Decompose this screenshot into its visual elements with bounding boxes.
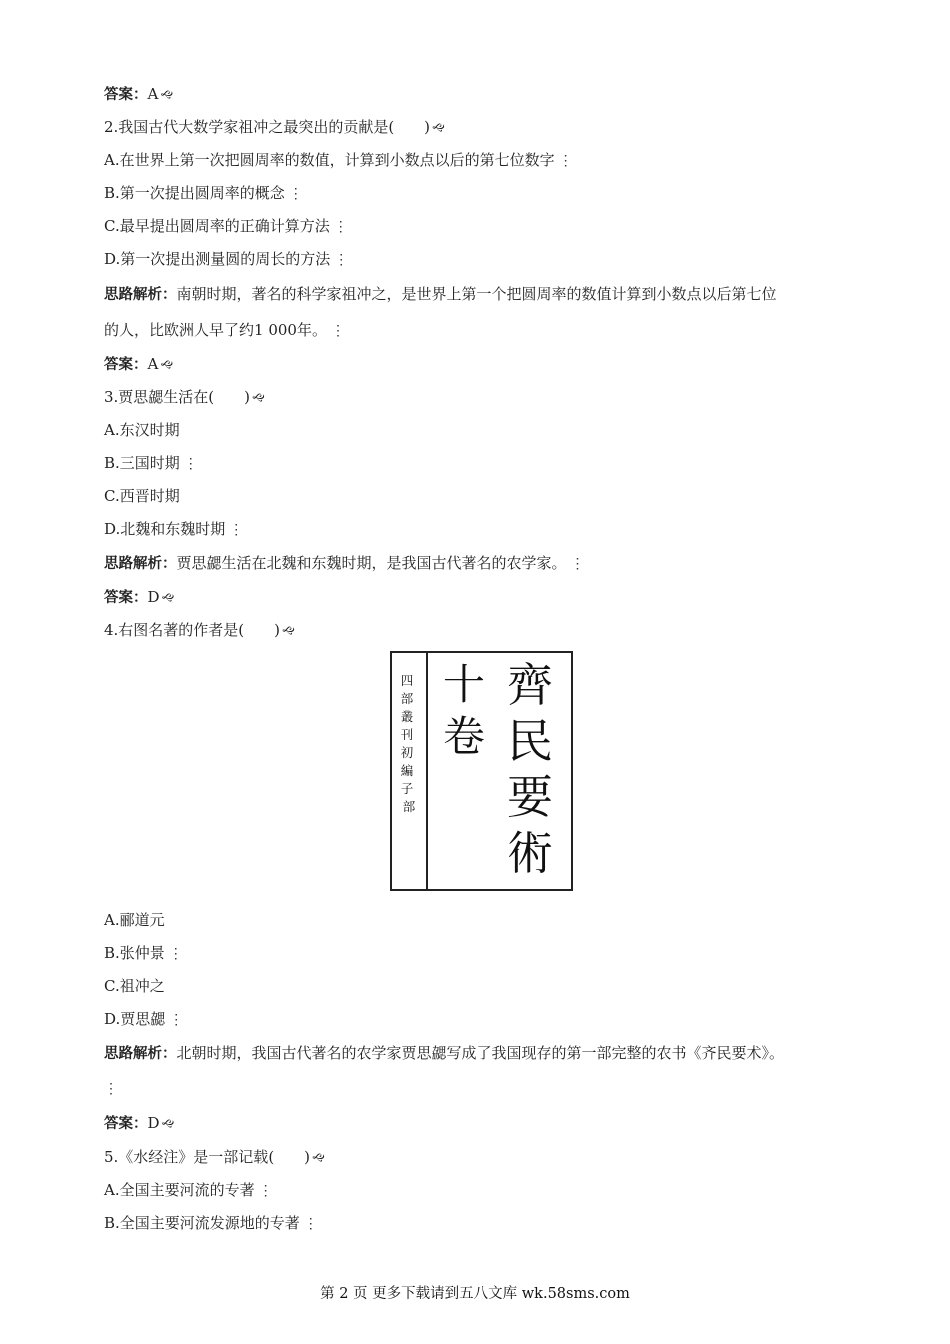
q4-stem: 4.右图名著的作者是( ) 🙙	[104, 621, 295, 639]
vertical-ellipsis-icon: ⋮	[104, 1081, 118, 1097]
q2-option-b: B.第一次提出圆周率的概念 ⋮	[104, 184, 303, 202]
q2-answer: 答案：A 🙙	[104, 355, 174, 373]
side-char: 四	[400, 673, 414, 688]
title-char-4: 術	[507, 826, 553, 880]
q2-analysis-cont: 的人，比欧洲人早了约1 000年。 ⋮	[104, 321, 345, 339]
q5-stem: 5.《水经注》是一部记载( ) 🙙	[104, 1148, 325, 1166]
link-squiggle-icon: 🙙	[432, 121, 445, 136]
q4-answer: 答案：D 🙙	[104, 1114, 175, 1132]
vertical-ellipsis-icon: ⋮	[333, 219, 348, 235]
q3-option-a: A.东汉时期	[104, 421, 180, 439]
vertical-ellipsis-icon: ⋮	[558, 153, 573, 169]
q2-option-a: A.在世界上第一次把圆周率的数值，计算到小数点以后的第七位数字 ⋮	[104, 151, 573, 169]
link-squiggle-icon: 🙙	[161, 591, 175, 606]
vertical-ellipsis-icon: ⋮	[303, 1216, 318, 1232]
vertical-ellipsis-icon: ⋮	[258, 1183, 273, 1199]
volume-char-2: 卷	[442, 712, 486, 761]
q5-option-a: A.全国主要河流的专著 ⋮	[104, 1181, 273, 1199]
vertical-ellipsis-icon: ⋮	[229, 522, 244, 538]
q1-answer: 答案：A 🙙	[104, 85, 174, 103]
book-cover-figure	[390, 651, 573, 891]
vertical-ellipsis-icon: ⋮	[330, 323, 345, 339]
q4-option-d: D.贾思勰 ⋮	[104, 1010, 184, 1028]
link-squiggle-icon: 🙙	[282, 624, 295, 639]
vertical-ellipsis-icon: ⋮	[169, 1012, 184, 1028]
side-char: 初	[400, 745, 414, 760]
q3-stem: 3.贾思勰生活在( ) 🙙	[104, 388, 265, 406]
side-char: 部	[400, 691, 414, 706]
side-char: 刊	[400, 727, 414, 742]
q3-answer: 答案：D 🙙	[104, 588, 175, 606]
side-char: 子	[400, 781, 414, 796]
vertical-ellipsis-icon: ⋮	[183, 456, 198, 472]
q5-option-b: B.全国主要河流发源地的专著 ⋮	[104, 1214, 318, 1232]
q2-option-c: C.最早提出圆周率的正确计算方法 ⋮	[104, 217, 348, 235]
q4-option-b: B.张仲景 ⋮	[104, 944, 183, 962]
link-squiggle-icon: 🙙	[312, 1151, 325, 1166]
vertical-ellipsis-icon: ⋮	[288, 186, 303, 202]
q3-option-d: D.北魏和东魏时期 ⋮	[104, 520, 244, 538]
q2-option-d: D.第一次提出测量圆的周长的方法 ⋮	[104, 250, 349, 268]
q3-option-c: C.西晋时期	[104, 487, 180, 505]
title-char-3: 要	[507, 770, 553, 824]
q3-option-b: B.三国时期 ⋮	[104, 454, 198, 472]
q4-option-c: C.祖冲之	[104, 977, 165, 995]
volume-char-1: 十	[442, 660, 486, 709]
q2-stem: 2.我国古代大数学家祖冲之最突出的贡献是( ) 🙙	[104, 118, 445, 136]
vertical-ellipsis-icon: ⋮	[334, 252, 349, 268]
q2-analysis: 思路解析：南朝时期，著名的科学家祖冲之，是世界上第一个把圆周率的数值计算到小数点以后第七位	[104, 285, 777, 303]
title-char-2: 民	[507, 714, 553, 768]
page-footer: 第 2 页 更多下载请到五八文库 wk.58sms.com	[320, 1286, 630, 1302]
q4-analysis: 思路解析：北朝时期，我国古代著名的农学家贾思勰写成了我国现存的第一部完整的农书《齐民要术》。	[104, 1044, 785, 1062]
side-char: 部	[402, 799, 416, 814]
side-char: 叢	[400, 709, 414, 724]
link-squiggle-icon: 🙙	[160, 358, 174, 373]
link-squiggle-icon: 🙙	[252, 391, 265, 406]
title-char-1: 齊	[507, 658, 553, 712]
link-squiggle-icon: 🙙	[160, 88, 174, 103]
q3-analysis: 思路解析：贾思勰生活在北魏和东魏时期，是我国古代著名的农学家。 ⋮	[104, 554, 585, 572]
q4-analysis-cont	[104, 1078, 118, 1099]
q4-option-a: A.郦道元	[104, 911, 165, 929]
vertical-ellipsis-icon: ⋮	[168, 946, 183, 962]
side-char: 編	[400, 763, 414, 778]
vertical-ellipsis-icon: ⋮	[570, 556, 585, 572]
link-squiggle-icon: 🙙	[161, 1117, 175, 1132]
